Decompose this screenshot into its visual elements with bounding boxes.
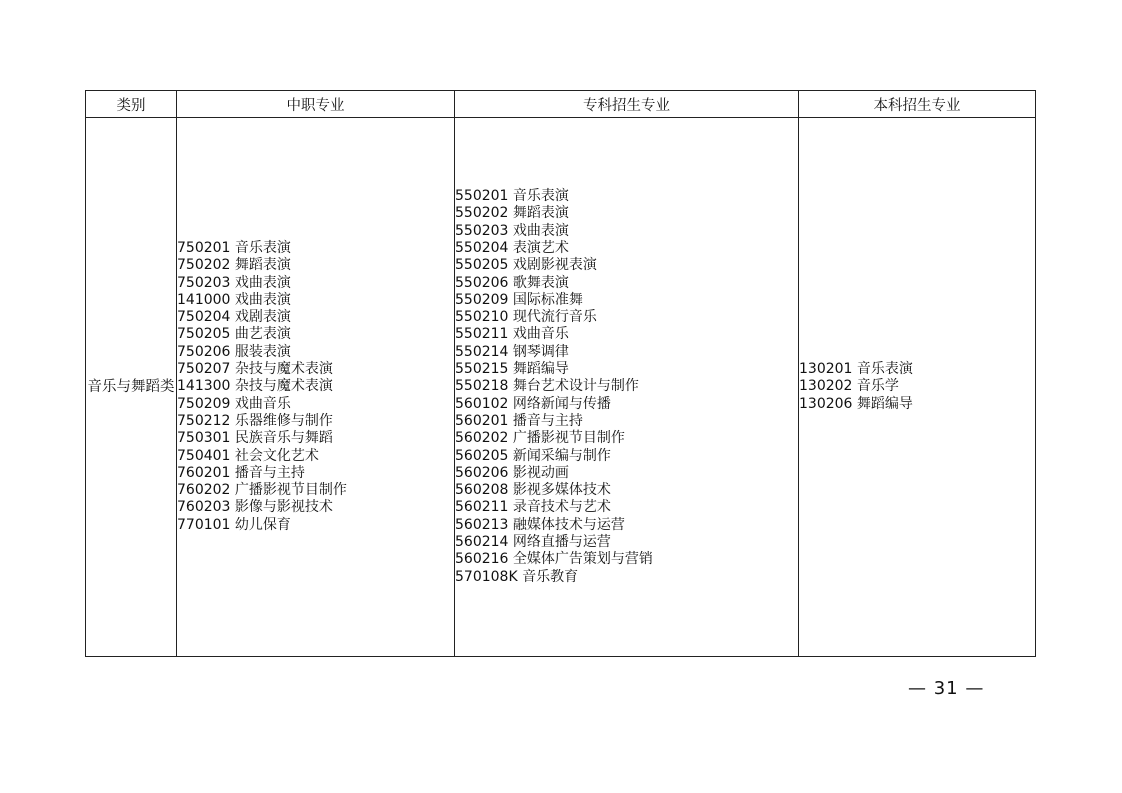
header-category: 类别	[86, 91, 177, 118]
junior-college-major: 560216 全媒体广告策划与营销	[455, 551, 653, 568]
table-header-row	[86, 91, 1036, 118]
secondary-vocational-major: 760203 影像与影视技术	[177, 499, 333, 516]
secondary-vocational-major: 750301 民族音乐与舞蹈	[177, 430, 333, 447]
majors-table	[85, 90, 1036, 657]
junior-college-list	[455, 188, 798, 586]
junior-college-major: 550215 舞蹈编导	[455, 361, 569, 378]
junior-college-major: 560211 录音技术与艺术	[455, 499, 611, 516]
junior-college-major: 560201 播音与主持	[455, 412, 583, 429]
page-number: — 31 —	[908, 678, 985, 699]
junior-college-major: 550206 歌舞表演	[455, 274, 569, 291]
junior-college-major: 550201 音乐表演	[455, 188, 569, 205]
undergraduate-list	[799, 361, 1035, 413]
secondary-vocational-major: 750205 曲艺表演	[177, 326, 291, 343]
undergraduate-major: 130206 舞蹈编导	[799, 395, 913, 412]
junior-college-cell	[455, 118, 799, 657]
secondary-vocational-major: 750202 舞蹈表演	[177, 257, 291, 274]
secondary-vocational-cell	[177, 118, 455, 657]
secondary-vocational-major: 760202 广播影视节目制作	[177, 482, 347, 499]
junior-college-major: 550202 舞蹈表演	[455, 205, 569, 222]
junior-college-major: 550205 戏剧影视表演	[455, 257, 597, 274]
undergraduate-major: 130202 音乐学	[799, 378, 899, 395]
junior-college-major: 570108K 音乐教育	[455, 568, 579, 585]
junior-college-major: 560102 网络新闻与传播	[455, 395, 611, 412]
secondary-vocational-major: 750207 杂技与魔术表演	[177, 361, 333, 378]
undergraduate-major: 130201 音乐表演	[799, 361, 913, 378]
secondary-vocational-major: 750201 音乐表演	[177, 239, 291, 256]
undergraduate-cell	[799, 118, 1036, 657]
header-secondary-vocational: 中职专业	[177, 91, 455, 118]
junior-college-major: 550218 舞台艺术设计与制作	[455, 378, 639, 395]
junior-college-major: 550209 国际标准舞	[455, 291, 583, 308]
junior-college-major: 560202 广播影视节目制作	[455, 430, 625, 447]
secondary-vocational-major: 750206 服装表演	[177, 343, 291, 360]
secondary-vocational-major: 750212 乐器维修与制作	[177, 412, 333, 429]
junior-college-major: 550211 戏曲音乐	[455, 326, 569, 343]
secondary-vocational-list	[177, 240, 454, 534]
junior-college-major: 560206 影视动画	[455, 464, 569, 481]
junior-college-major: 560214 网络直播与运营	[455, 534, 611, 551]
junior-college-major: 550214 钢琴调律	[455, 343, 569, 360]
junior-college-major: 560208 影视多媒体技术	[455, 482, 611, 499]
secondary-vocational-major: 750204 戏剧表演	[177, 309, 291, 326]
junior-college-major: 550203 戏曲表演	[455, 222, 569, 239]
secondary-vocational-major: 760201 播音与主持	[177, 464, 305, 481]
secondary-vocational-major: 141000 戏曲表演	[177, 291, 291, 308]
junior-college-major: 560213 融媒体技术与运营	[455, 516, 625, 533]
secondary-vocational-major: 141300 杂技与魔术表演	[177, 378, 333, 395]
table-row	[86, 118, 1036, 657]
secondary-vocational-major: 750203 戏曲表演	[177, 274, 291, 291]
junior-college-major: 560205 新闻采编与制作	[455, 447, 611, 464]
junior-college-major: 550210 现代流行音乐	[455, 309, 597, 326]
secondary-vocational-major: 750209 戏曲音乐	[177, 395, 291, 412]
header-junior-college: 专科招生专业	[455, 91, 799, 118]
secondary-vocational-major: 770101 幼儿保育	[177, 516, 291, 533]
junior-college-major: 550204 表演艺术	[455, 239, 569, 256]
header-undergraduate: 本科招生专业	[799, 91, 1036, 118]
secondary-vocational-major: 750401 社会文化艺术	[177, 447, 319, 464]
category-cell: 音乐与舞蹈类	[86, 118, 177, 657]
